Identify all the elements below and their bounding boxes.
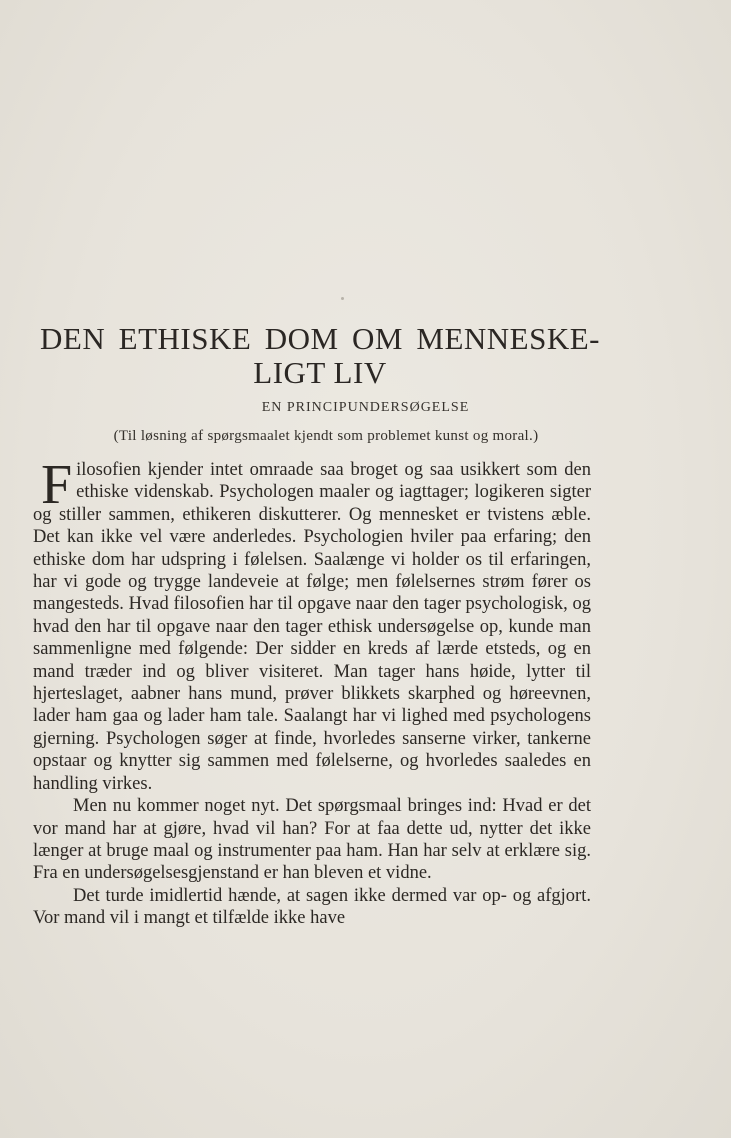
body-text bbox=[33, 454, 591, 930]
paragraph-text-1: ilosofien kjender intet omraade saa broget og saa usikkert som den ethiske videnskab. Psychologen maaler og iagttager; logikeren sigter og stiller sammen, ethikeren diskutterer. Og mennesket er tvistens æble. Det kan ikke vel være anderledes. Psychologien hviler paa erfaring; den ethiske dom har udspring i følelsen. Saalænge vi holder os til erfaringen, har vi gode og trygge landeveie at følge; men følelsernes strøm fører os mangesteds. Hvad filosofien har til opgave naar den tager psychologisk, og hvad den har til opgave naar den tager ethisk undersøgelse op, kunde man sammenligne med følgende: Der sidder en kreds af lærde etsteds, og en mand træder ind og bliver visiteret. Man tager hans høide, lytter til hjerteslaget, aabner hans mund, prøver blikkets skarphed og høreevnen, lader ham gaa og lader ham tale. Saalangt har vi lighed med psychologens gjerning. Psychologen søger at finde, hvorledes sanserne virker, tankerne opstaar og knytter sig sammen med følelserne, og hvorledes saaledes en handling virkes. bbox=[33, 460, 591, 794]
chapter-title bbox=[40, 322, 600, 390]
paragraph-text-3: Det turde imidlertid hænde, at sagen ikke dermed var op- og afgjort. Vor mand vil i mangt et tilfælde ikke have bbox=[33, 885, 591, 929]
chapter-note: (Til løsning af spørgsmaalet kjendt som problemet kunst og moral.) bbox=[113, 428, 539, 444]
paragraph bbox=[33, 454, 591, 795]
paragraph-text-2: Men nu kommer noget nyt. Det spørgsmaal bringes ind: Hvad er det vor mand har at gjøre, hvad vil han? For at faa dette ud, nytter det ikke længer at bruge maal og instrumenter paa ham. Han har selv at erklære sig. Fra en undersøgelsesgjenstand er han bleven et vidne. bbox=[33, 796, 591, 884]
paper-speck bbox=[341, 297, 344, 300]
chapter-title-line-1: DEN ETHISKE DOM OM MENNESKE- bbox=[40, 321, 600, 356]
drop-cap: F bbox=[41, 454, 73, 516]
chapter-subtitle: EN PRINCIPUNDERSØGELSE bbox=[261, 400, 470, 415]
chapter-title-line-2: LIGT LIV bbox=[253, 355, 387, 390]
paragraph bbox=[33, 795, 591, 885]
paragraph bbox=[33, 885, 591, 930]
